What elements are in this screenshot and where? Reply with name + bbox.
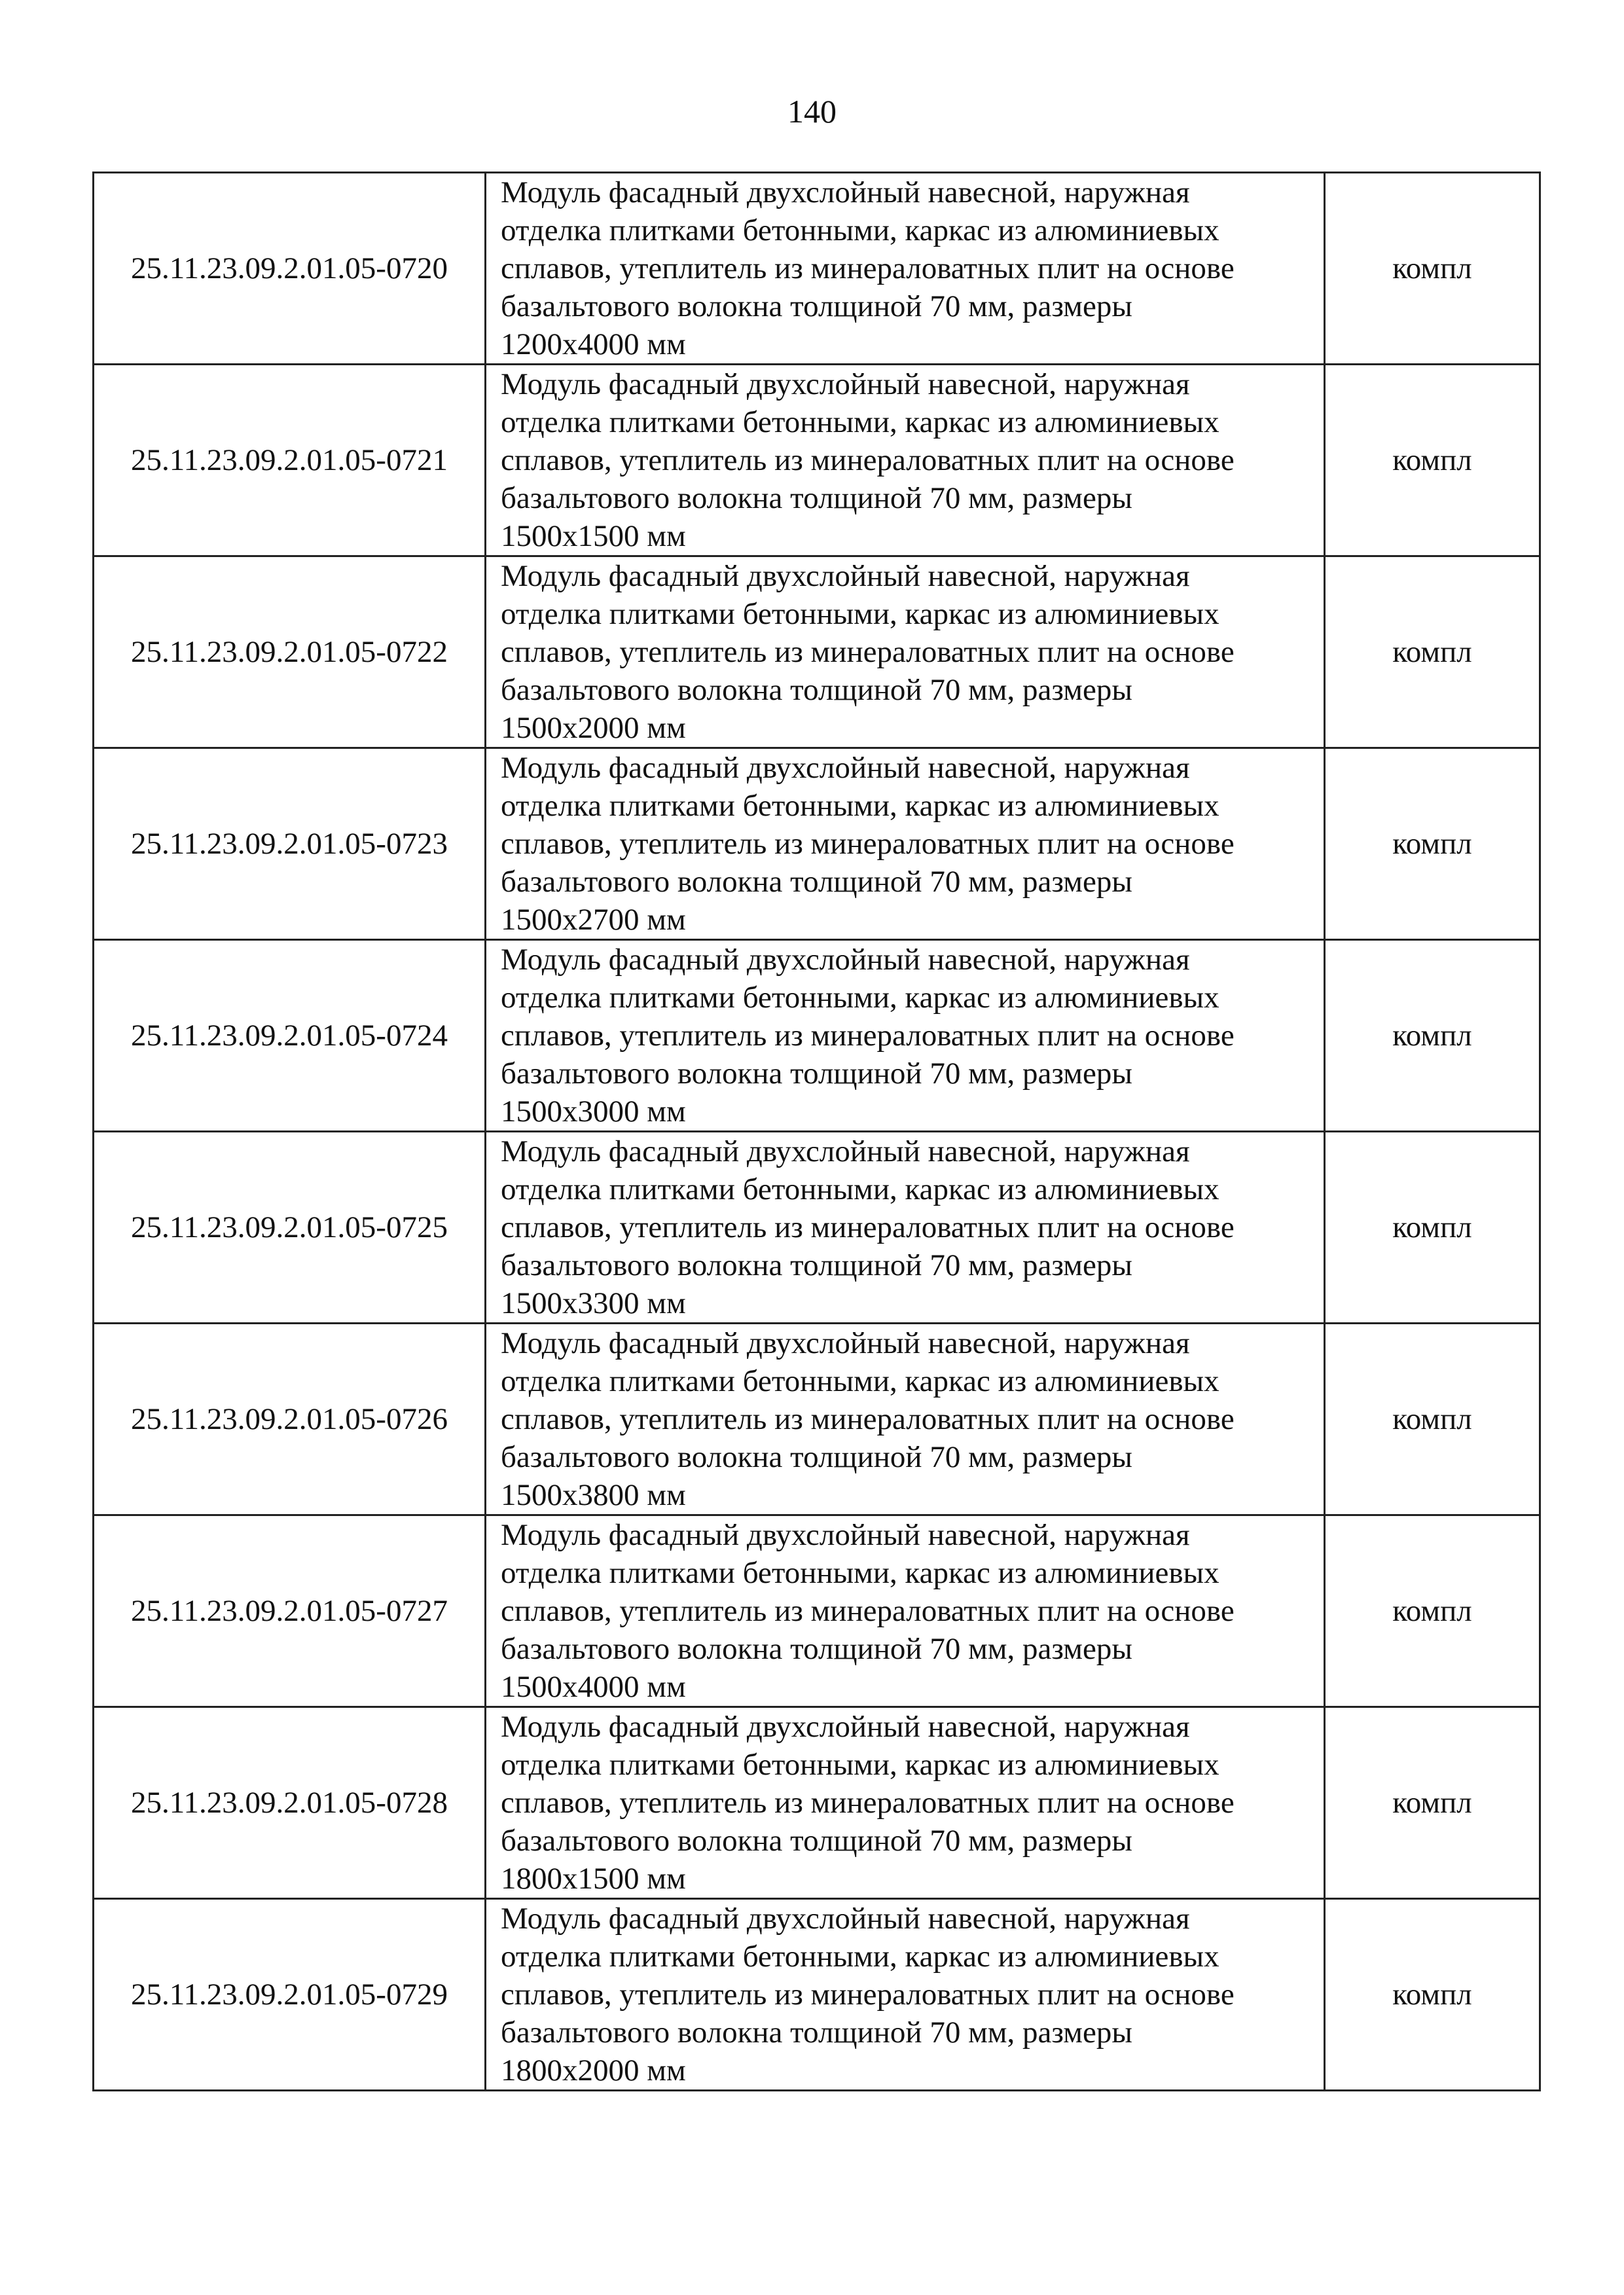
description-line: сплавов, утеплитель из минераловатных плит на основе <box>501 251 1235 285</box>
description-line: Модуль фасадный двухслойный навесной, наружная <box>501 1902 1190 1936</box>
description-line: 1500х1500 мм <box>501 519 686 553</box>
resource-code: 25.11.23.09.2.01.05-0725 <box>94 1132 486 1324</box>
unit-of-measure: компл <box>1325 1899 1540 2091</box>
resource-description <box>486 940 1325 1132</box>
unit-of-measure: компл <box>1325 173 1540 365</box>
table-row <box>94 1324 1540 1515</box>
description-line: сплавов, утеплитель из минераловатных плит на основе <box>501 1019 1235 1053</box>
description-line: базальтового волокна толщиной 70 мм, размеры <box>501 673 1132 707</box>
unit-of-measure: компл <box>1325 1132 1540 1324</box>
description-line: 1500х3800 мм <box>501 1478 686 1512</box>
description-line: сплавов, утеплитель из минераловатных плит на основе <box>501 443 1235 477</box>
resource-table <box>92 172 1541 2091</box>
description-line: Модуль фасадный двухслойный навесной, наружная <box>501 943 1190 977</box>
table-row <box>94 556 1540 748</box>
resource-description <box>486 173 1325 365</box>
description-line: отделка плитками бетонными, каркас из алюминиевых <box>501 1364 1219 1398</box>
page-number: 140 <box>787 93 837 130</box>
description-line: базальтового волокна толщиной 70 мм, размеры <box>501 481 1132 515</box>
description-line: отделка плитками бетонными, каркас из алюминиевых <box>501 981 1219 1015</box>
description-line: отделка плитками бетонными, каркас из алюминиевых <box>501 789 1219 823</box>
resource-description <box>486 1132 1325 1324</box>
description-line: 1800х1500 мм <box>501 1862 686 1896</box>
resource-code: 25.11.23.09.2.01.05-0720 <box>94 173 486 365</box>
description-line: Модуль фасадный двухслойный навесной, наружная <box>501 1134 1190 1168</box>
description-line: Модуль фасадный двухслойный навесной, наружная <box>501 1710 1190 1744</box>
resource-code: 25.11.23.09.2.01.05-0728 <box>94 1707 486 1899</box>
resource-description <box>486 1707 1325 1899</box>
description-line: отделка плитками бетонными, каркас из алюминиевых <box>501 597 1219 631</box>
description-line: сплавов, утеплитель из минераловатных плит на основе <box>501 635 1235 669</box>
description-line: 1200х4000 мм <box>501 327 686 361</box>
description-line: Модуль фасадный двухслойный навесной, наружная <box>501 175 1190 209</box>
description-line: Модуль фасадный двухслойный навесной, наружная <box>501 1518 1190 1552</box>
unit-of-measure: компл <box>1325 365 1540 556</box>
description-line: сплавов, утеплитель из минераловатных плит на основе <box>501 1402 1235 1436</box>
resource-code: 25.11.23.09.2.01.05-0726 <box>94 1324 486 1515</box>
table-row <box>94 940 1540 1132</box>
description-line: 1500х3000 мм <box>501 1094 686 1129</box>
description-line: 1500х4000 мм <box>501 1670 686 1704</box>
description-line: 1800х2000 мм <box>501 2053 686 2087</box>
resource-code: 25.11.23.09.2.01.05-0722 <box>94 556 486 748</box>
description-line: сплавов, утеплитель из минераловатных плит на основе <box>501 1594 1235 1628</box>
table-row <box>94 1132 1540 1324</box>
table-row <box>94 748 1540 940</box>
unit-of-measure: компл <box>1325 1515 1540 1707</box>
resource-code: 25.11.23.09.2.01.05-0721 <box>94 365 486 556</box>
description-line: отделка плитками бетонными, каркас из алюминиевых <box>501 1556 1219 1590</box>
table-row <box>94 365 1540 556</box>
description-line: базальтового волокна толщиной 70 мм, размеры <box>501 1632 1132 1666</box>
resource-code: 25.11.23.09.2.01.05-0727 <box>94 1515 486 1707</box>
description-line: 1500х2000 мм <box>501 711 686 745</box>
description-line: сплавов, утеплитель из минераловатных плит на основе <box>501 1786 1235 1820</box>
resource-code: 25.11.23.09.2.01.05-0724 <box>94 940 486 1132</box>
description-line: отделка плитками бетонными, каркас из алюминиевых <box>501 405 1219 439</box>
resource-table-body <box>94 173 1540 2091</box>
resource-description <box>486 1515 1325 1707</box>
description-line: базальтового волокна толщиной 70 мм, размеры <box>501 1248 1132 1282</box>
description-line: отделка плитками бетонными, каркас из алюминиевых <box>501 213 1219 247</box>
resource-code: 25.11.23.09.2.01.05-0729 <box>94 1899 486 2091</box>
description-line: Модуль фасадный двухслойный навесной, наружная <box>501 559 1190 593</box>
description-line: Модуль фасадный двухслойный навесной, наружная <box>501 751 1190 785</box>
resource-description <box>486 1899 1325 2091</box>
unit-of-measure: компл <box>1325 748 1540 940</box>
description-line: 1500х3300 мм <box>501 1286 686 1320</box>
unit-of-measure: компл <box>1325 1324 1540 1515</box>
resource-description <box>486 1324 1325 1515</box>
unit-of-measure: компл <box>1325 940 1540 1132</box>
description-line: базальтового волокна толщиной 70 мм, размеры <box>501 289 1132 323</box>
description-line: базальтового волокна толщиной 70 мм, размеры <box>501 2015 1132 2050</box>
description-line: базальтового волокна толщиной 70 мм, размеры <box>501 865 1132 899</box>
description-line: отделка плитками бетонными, каркас из алюминиевых <box>501 1940 1219 1974</box>
resource-description <box>486 748 1325 940</box>
description-line: отделка плитками бетонными, каркас из алюминиевых <box>501 1172 1219 1206</box>
description-line: отделка плитками бетонными, каркас из алюминиевых <box>501 1748 1219 1782</box>
description-line: сплавов, утеплитель из минераловатных плит на основе <box>501 827 1235 861</box>
unit-of-measure: компл <box>1325 1707 1540 1899</box>
description-line: сплавов, утеплитель из минераловатных плит на основе <box>501 1978 1235 2012</box>
description-line: 1500х2700 мм <box>501 903 686 937</box>
table-row <box>94 1707 1540 1899</box>
description-line: сплавов, утеплитель из минераловатных плит на основе <box>501 1210 1235 1244</box>
table-row <box>94 1515 1540 1707</box>
description-line: базальтового волокна толщиной 70 мм, размеры <box>501 1057 1132 1091</box>
description-line: Модуль фасадный двухслойный навесной, наружная <box>501 1326 1190 1360</box>
table-row <box>94 1899 1540 2091</box>
description-line: Модуль фасадный двухслойный навесной, наружная <box>501 367 1190 401</box>
resource-description <box>486 556 1325 748</box>
resource-code: 25.11.23.09.2.01.05-0723 <box>94 748 486 940</box>
table-row <box>94 173 1540 365</box>
unit-of-measure: компл <box>1325 556 1540 748</box>
description-line: базальтового волокна толщиной 70 мм, размеры <box>501 1824 1132 1858</box>
description-line: базальтового волокна толщиной 70 мм, размеры <box>501 1440 1132 1474</box>
resource-description <box>486 365 1325 556</box>
